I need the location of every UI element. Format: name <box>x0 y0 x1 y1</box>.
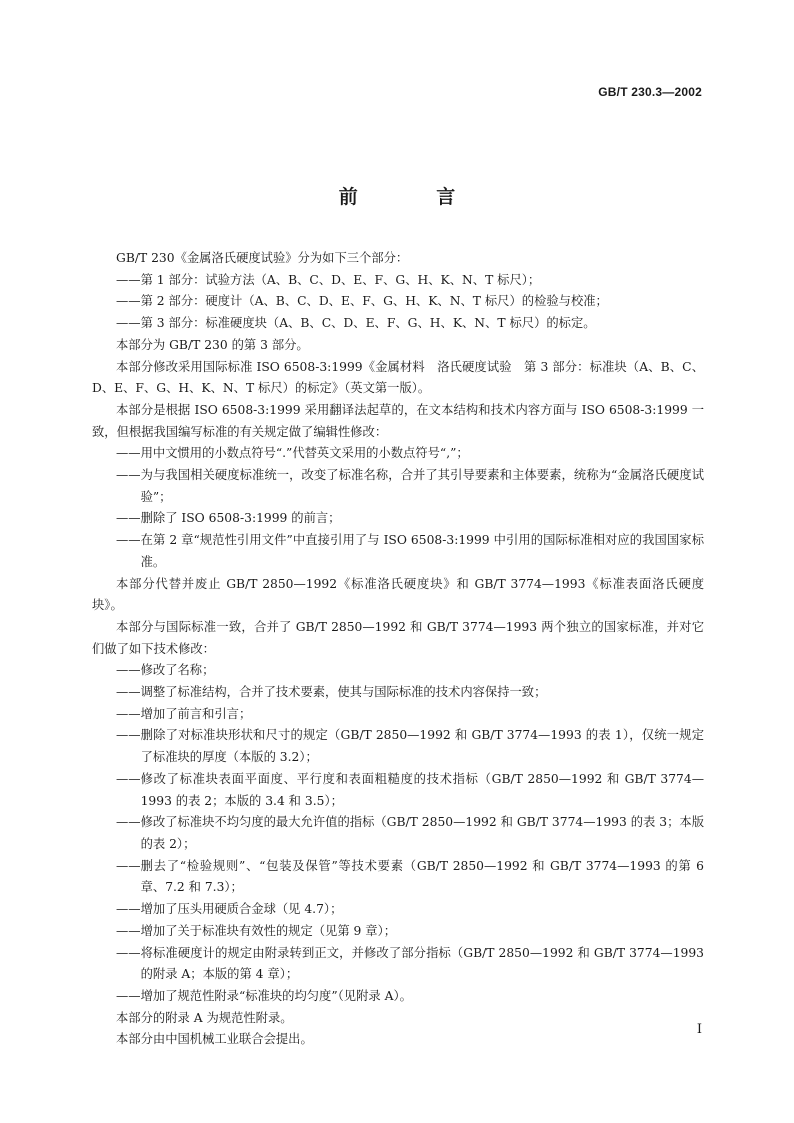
list-dash: —— <box>116 706 141 721</box>
list-item <box>92 270 704 292</box>
paragraph: GB/T 230《金属洛氏硬度试验》分为如下三个部分： <box>116 251 409 265</box>
list-dash: —— <box>116 771 141 786</box>
list-item-text: 修改了标准块表面平面度、平行度和表面粗糙度的技术指标（GB/T 2850—1992 和 GB/T 3774—1993 的表 2；本版的 3.4 和 3.5）； <box>140 771 704 808</box>
list-item-text: 调整了标准结构，合并了技术要素，使其与国际标准的技术内容保持一致； <box>140 685 547 700</box>
list-item <box>92 704 704 726</box>
list-item-text: 第 3 部分：标准硬度块（A、B、C、D、E、F、G、H、K、N、T 标尺）的标定。 <box>140 316 596 331</box>
list-item <box>92 291 704 313</box>
list-item-text: 第 2 部分：硬度计（A、B、C、D、E、F、G、H、K、N、T 标尺）的检验与校准； <box>140 294 608 309</box>
list-item-text: 修改了名称； <box>140 663 215 678</box>
list-dash: —— <box>116 663 141 678</box>
list-dash: —— <box>116 511 141 526</box>
standard-code: GB/T 230.3—2002 <box>598 85 702 99</box>
paragraph: 本部分为 GB/T 230 的第 3 部分。 <box>116 337 309 352</box>
foreword-body <box>92 248 704 1051</box>
list-item <box>92 725 704 768</box>
list-dash: —— <box>116 815 141 830</box>
list-item-text: 用中文惯用的小数点符号“.”代替英文采用的小数点符号“,”； <box>140 446 469 461</box>
list-item <box>92 899 704 921</box>
paragraph: 本部分修改采用国际标准 ISO 6508-3:1999《金属材料 洛氏硬度试验 第 3 部分：标准块（A、B、C、D、E、F、G、H、K、N、T 标尺）的标定》（英文第一版）。 <box>92 359 704 396</box>
list-item <box>92 660 704 682</box>
list-item <box>92 530 704 573</box>
list-dash: —— <box>116 446 141 461</box>
list-item-text: 在第 2 章“规范性引用文件”中直接引用了与 ISO 6508-3:1999 中引用的国际标准相对应的我国国家标准。 <box>140 533 704 569</box>
list-item-text: 删除了 ISO 6508-3:1999 的前言； <box>140 511 341 526</box>
page-number: I <box>696 1022 702 1037</box>
list-item <box>92 443 704 465</box>
list-item-text: 为与我国相关硬度标准统一，改变了标准名称，合并了其引导要素和主体要素，统称为“金属洛氏硬度试验”； <box>140 468 704 504</box>
list-dash: —— <box>116 728 141 743</box>
list-item <box>92 812 704 855</box>
list-item <box>92 769 704 812</box>
list-item <box>92 313 704 335</box>
list-dash: —— <box>116 945 141 960</box>
list-dash: —— <box>116 316 141 331</box>
list-item-text: 将标准硬度计的规定由附录转到正文，并修改了部分指标（GB/T 2850—1992 和 GB/T 3774—1993 的附录 A；本版的第 4 章）； <box>140 945 704 982</box>
list-item-text: 增加了压头用硬质合金球（见 4.7）； <box>140 902 343 917</box>
list-dash: —— <box>116 685 141 700</box>
list-item-text: 修改了标准块不均匀度的最大允许值的指标（GB/T 2850—1992 和 GB/T 3774—1993 的表 3；本版的表 2）； <box>140 815 704 851</box>
list-item-text: 增加了前言和引言； <box>140 706 252 721</box>
paragraph: 本部分由中国机械工业联合会提出。 <box>116 1032 313 1047</box>
list-item <box>92 508 704 530</box>
paragraph: 本部分的附录 A 为规范性附录。 <box>116 1010 293 1025</box>
list-item <box>92 682 704 704</box>
list-item <box>92 921 704 943</box>
paragraph: 本部分是根据 ISO 6508-3:1999 采用翻译法起草的，在文本结构和技术内容方面与 ISO 6508-3:1999 一致，但根据我国编写标准的有关规定做了编辑性修改： <box>92 402 704 439</box>
list-item <box>92 986 704 1008</box>
list-item <box>92 943 704 986</box>
list-dash: —— <box>116 533 141 548</box>
list-dash: —— <box>116 923 141 938</box>
list-dash: —— <box>116 902 141 917</box>
page-title: 前 言 <box>338 186 492 208</box>
list-item-text: 删去了“检验规则”、“包装及保管”等技术要素（GB/T 2850—1992 和 GB/T 3774—1993 的第 6 章、7.2 和 7.3）； <box>140 858 704 895</box>
list-item <box>92 856 704 899</box>
list-dash: —— <box>116 988 141 1003</box>
list-dash: —— <box>116 294 141 309</box>
list-item-text: 删除了对标准块形状和尺寸的规定（GB/T 2850—1992 和 GB/T 3774—1993 的表 1），仅统一规定了标准块的厚度（本版的 3.2）； <box>140 728 704 765</box>
list-item <box>92 465 704 508</box>
list-item-text: 增加了关于标准块有效性的规定（见第 9 章）； <box>140 923 397 938</box>
list-dash: —— <box>116 272 141 287</box>
list-dash: —— <box>116 468 141 483</box>
paragraph: 本部分代替并废止 GB/T 2850—1992《标准洛氏硬度块》和 GB/T 3774—1993《标准表面洛氏硬度块》。 <box>92 576 704 613</box>
paragraph: 本部分与国际标准一致，合并了 GB/T 2850—1992 和 GB/T 3774—1993 两个独立的国家标准，并对它们做了如下技术修改： <box>92 619 704 656</box>
list-dash: —— <box>116 858 141 873</box>
list-item-text: 第 1 部分：试验方法（A、B、C、D、E、F、G、H、K、N、T 标尺）； <box>140 272 541 287</box>
list-item-text: 增加了规范性附录“标准块的均匀度”（见附录 A）。 <box>140 988 412 1003</box>
